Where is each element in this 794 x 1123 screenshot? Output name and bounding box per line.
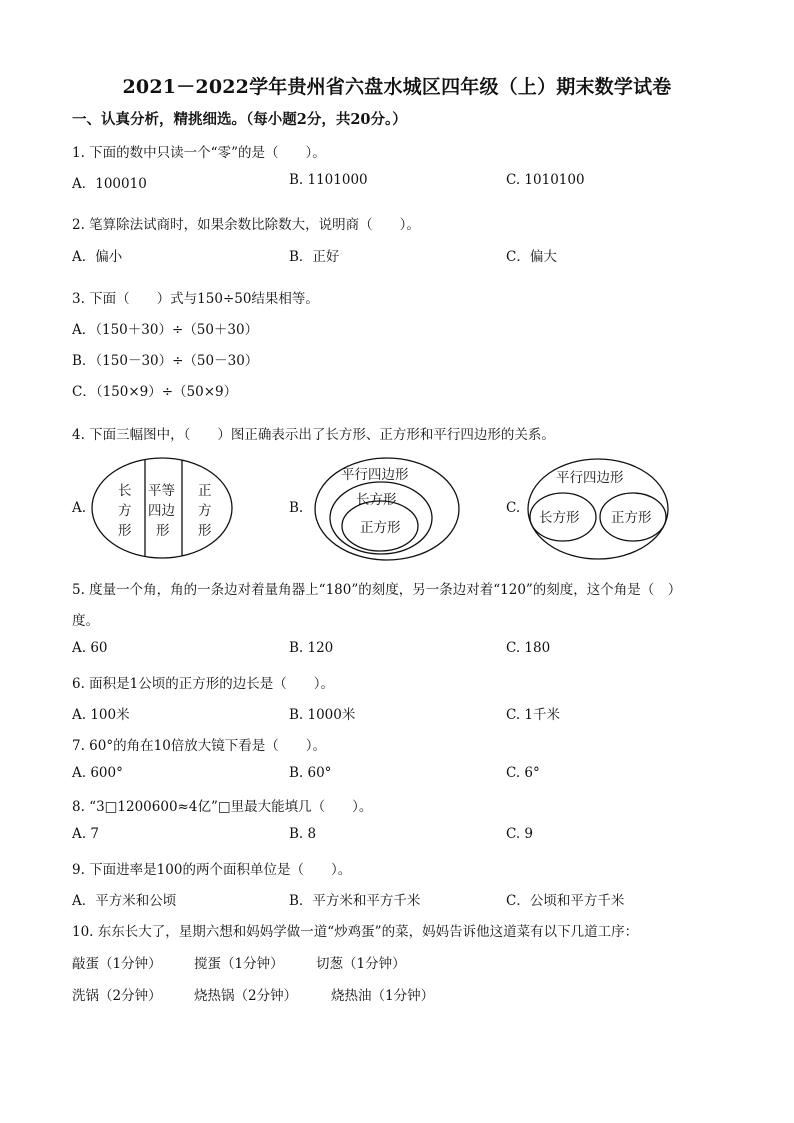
q6-option-b[interactable]: B. 1000米	[289, 707, 356, 723]
step-crack-egg: 敲蛋（1分钟）	[72, 956, 162, 972]
question-1: 1. 下面的数中只读一个“零”的是（ ）。	[72, 145, 326, 161]
diagram-a-mid-3: 形	[156, 523, 170, 539]
q6-option-c[interactable]: C. 1千米	[506, 707, 561, 723]
step-heat-oil: 烧热油（1分钟）	[331, 988, 435, 1004]
step-cut-onion: 切葱（1分钟）	[316, 956, 406, 972]
q8-option-c[interactable]: C. 9	[506, 826, 534, 842]
diagram-a-mid-2: 四边	[148, 503, 175, 519]
q6-option-a[interactable]: A. 100米	[72, 707, 130, 723]
q4-option-c[interactable]: C.	[506, 500, 521, 516]
q9-option-b[interactable]: B．平方米和平方千米	[289, 893, 421, 909]
q4-option-a[interactable]: A.	[72, 500, 87, 516]
question-4: 4. 下面三幅图中，（ ）图正确表示出了长方形、正方形和平行四边形的关系。	[72, 427, 555, 443]
question-2: 2. 笔算除法试商时，如果余数比除数大，说明商（ ）。	[72, 217, 420, 233]
q2-option-a[interactable]: A．偏小	[72, 249, 123, 265]
diagram-a-left-1: 长	[118, 483, 132, 499]
question-3: 3. 下面（ ）式与150÷50结果相等。	[72, 291, 319, 307]
diagram-a-mid-1: 平等	[148, 483, 175, 499]
question-5-cont: 度。	[72, 613, 99, 629]
diagram-b-middle-label: 长方形	[356, 492, 397, 508]
step-beat-egg: 搅蛋（1分钟）	[194, 956, 284, 972]
diagram-a-right-2: 方	[198, 503, 212, 519]
q5-option-c[interactable]: C. 180	[506, 640, 551, 656]
diagram-b-inner-label: 正方形	[360, 520, 401, 536]
q7-option-b[interactable]: B. 60°	[289, 765, 332, 781]
diagram-c	[526, 455, 674, 563]
q9-option-c[interactable]: C．公顷和平方千米	[506, 893, 625, 909]
question-7: 7. 60°的角在10倍放大镜下看是（ ）。	[72, 738, 327, 754]
q4-option-b[interactable]: B.	[289, 500, 304, 516]
q2-option-b[interactable]: B．正好	[289, 249, 340, 265]
section-heading: 一、认真分析，精挑细选。（每小题2分，共20分。）	[72, 111, 407, 128]
diagram-a	[90, 455, 250, 563]
q1-option-c[interactable]: C. 1010100	[506, 172, 585, 188]
question-6: 6. 面积是1公顷的正方形的边长是（ ）。	[72, 676, 335, 692]
q8-option-a[interactable]: A. 7	[72, 826, 99, 842]
q9-option-a[interactable]: A．平方米和公顷	[72, 893, 177, 909]
diagram-c-outer-label: 平行四边形	[556, 470, 624, 486]
diagram-c-left-label: 长方形	[539, 510, 580, 526]
diagram-a-left-3: 形	[118, 523, 132, 539]
diagram-b-outer-label: 平行四边形	[341, 467, 409, 483]
page-title: 2021－2022学年贵州省六盘水城区四年级（上）期末数学试卷	[122, 76, 672, 98]
q7-option-c[interactable]: C. 6°	[506, 765, 540, 781]
q5-option-b[interactable]: B. 120	[289, 640, 334, 656]
diagram-a-left-2: 方	[118, 503, 132, 519]
q5-option-a[interactable]: A. 60	[72, 640, 108, 656]
step-heat-pan: 烧热锅（2分钟）	[194, 988, 298, 1004]
q8-option-b[interactable]: B. 8	[289, 826, 317, 842]
step-wash-pan: 洗锅（2分钟）	[72, 988, 162, 1004]
diagram-c-right-label: 正方形	[611, 510, 652, 526]
q1-option-b[interactable]: B. 1101000	[289, 172, 368, 188]
diagram-a-right-3: 形	[198, 523, 212, 539]
question-9: 9. 下面进率是100的两个面积单位是（ ）。	[72, 862, 352, 878]
q3-option-a[interactable]: A．（150＋30）÷（50＋30）	[72, 322, 259, 338]
question-5: 5. 度量一个角，角的一条边对着量角器上“180”的刻度，另一条边对着“120”的刻度，这个角是（ ）	[72, 582, 682, 598]
q2-option-c[interactable]: C．偏大	[506, 249, 557, 265]
diagram-b	[312, 455, 464, 563]
q3-option-b[interactable]: B．（150－30）÷（50－30）	[72, 353, 259, 369]
question-10: 10. 东东长大了，星期六想和妈妈学做一道“炒鸡蛋”的菜，妈妈告诉他这道菜有以下几道工序：	[72, 924, 639, 940]
q1-option-a[interactable]: A．100010	[72, 176, 147, 192]
question-8: 8. “3□1200600≈4亿”□里最大能填几（ ）。	[72, 799, 373, 815]
q3-option-c[interactable]: C．（150×9）÷（50×9）	[72, 384, 238, 400]
q7-option-a[interactable]: A. 600°	[72, 765, 123, 781]
diagram-a-right-1: 正	[198, 483, 212, 499]
